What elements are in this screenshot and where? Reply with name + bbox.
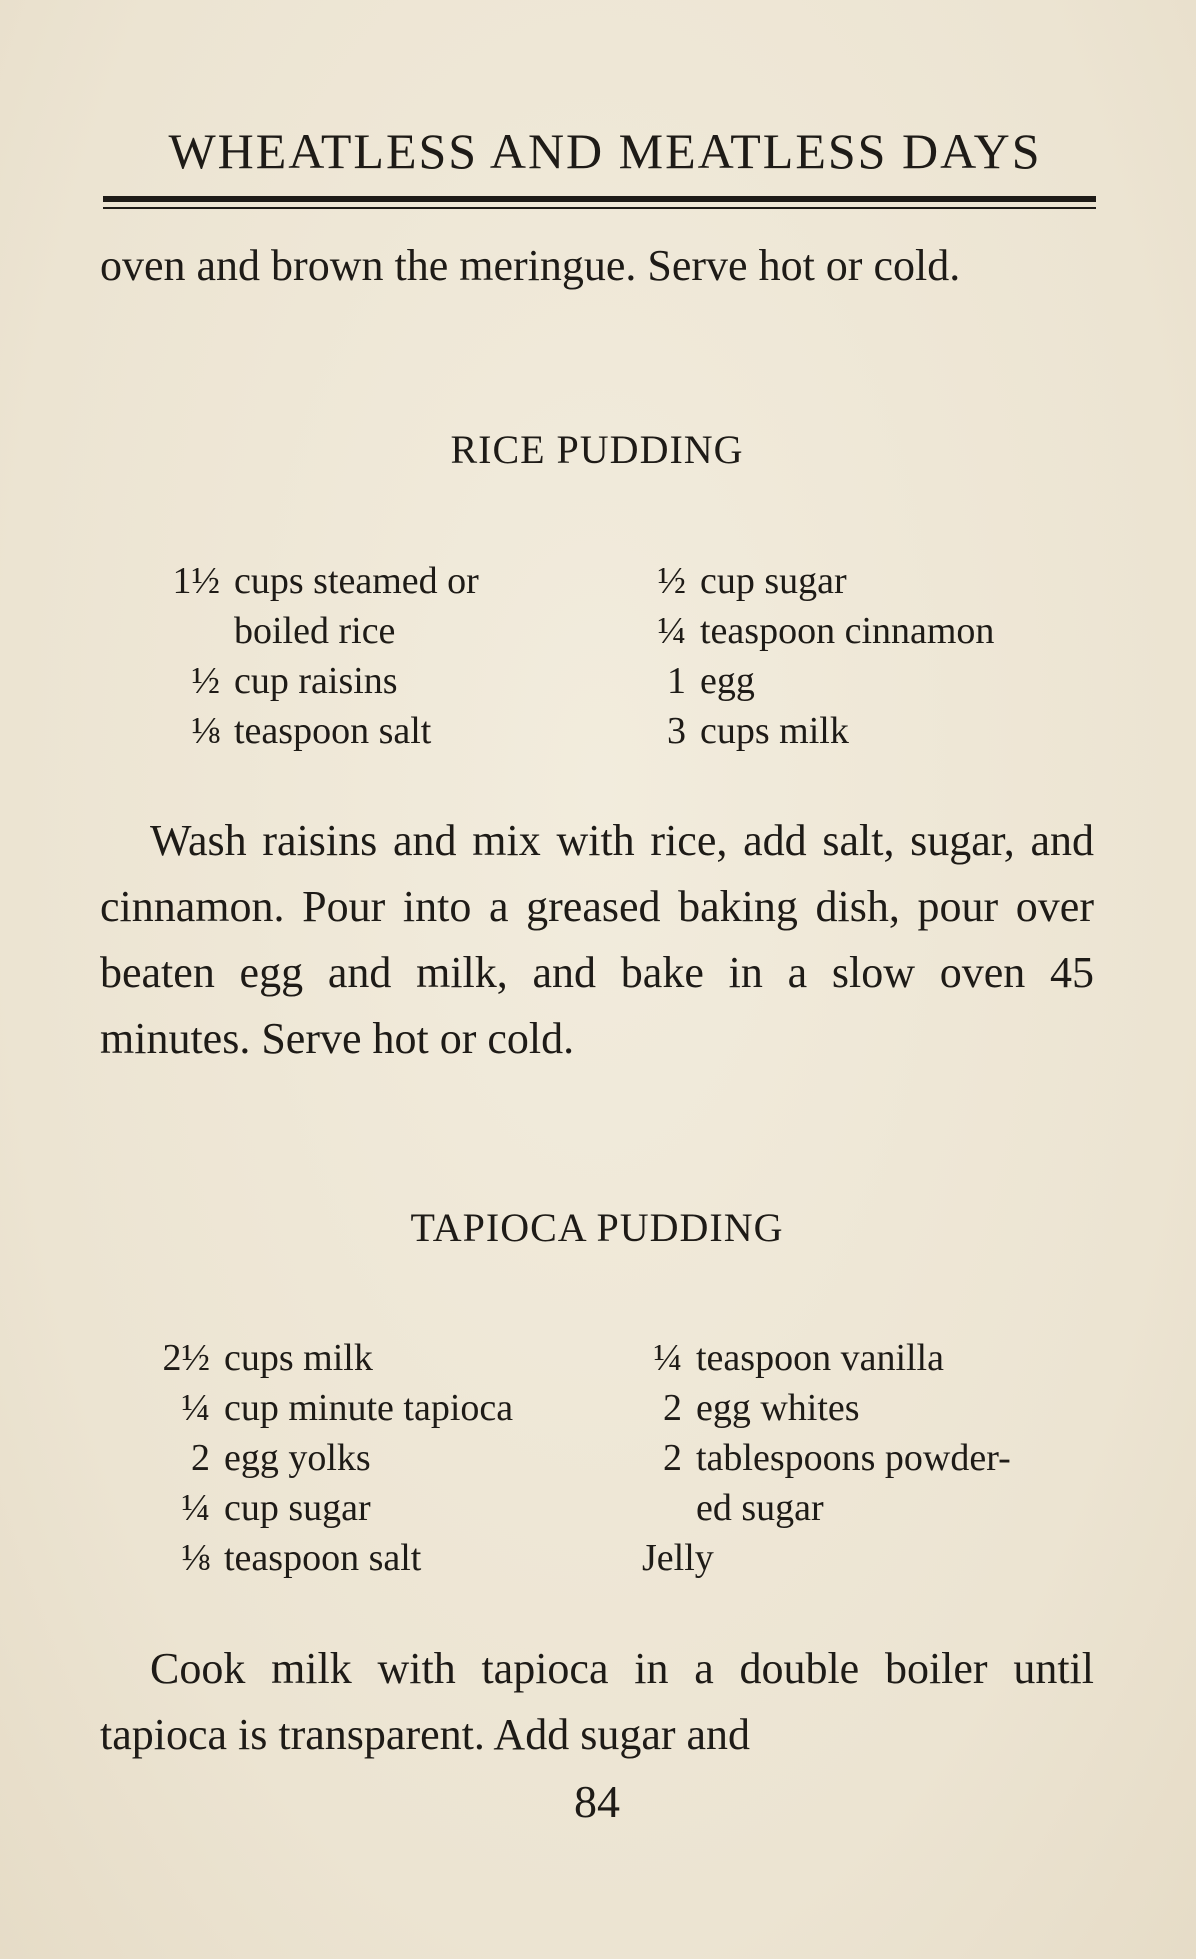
header-rule-thick	[103, 196, 1096, 202]
ingredient-item: cups steamed or	[234, 560, 479, 602]
ingredient-row	[138, 606, 479, 656]
ingredient-item: ed sugar	[696, 1487, 824, 1529]
ingredient-item: egg yolks	[224, 1437, 371, 1479]
ingredient-qty	[630, 1483, 682, 1533]
ingredient-item: cups milk	[224, 1337, 373, 1379]
ingredient-qty: 2	[663, 1437, 682, 1479]
ingredient-row	[630, 606, 994, 656]
ingredient-qty: ¼	[653, 1337, 682, 1379]
ingredient-row	[630, 1383, 1011, 1433]
ingredient-row	[630, 1483, 1011, 1533]
tapioca-method-text: Cook milk with tapioca in a double boiler until tapioca is transparent. Add sugar and	[100, 1644, 1094, 1759]
ingredient-qty: 3	[667, 710, 686, 752]
ingredient-qty: ¼	[181, 1487, 210, 1529]
ingredient-item: cup minute tapioca	[224, 1387, 514, 1429]
ingredient-item: cup sugar	[224, 1487, 371, 1529]
ingredient-row	[138, 706, 479, 756]
ingredient-item: teaspoon salt	[224, 1537, 422, 1579]
ingredient-row	[138, 1333, 513, 1383]
ingredient-row	[630, 656, 994, 706]
ingredient-row	[138, 1383, 513, 1433]
rice-pudding-title: RICE PUDDING	[450, 427, 744, 472]
ingredient-row	[138, 656, 479, 706]
ingredient-item: tablespoons powder-	[696, 1437, 1011, 1479]
tapioca-ingredients-right	[630, 1333, 1011, 1583]
ingredient-qty: ⅛	[181, 1537, 210, 1579]
ingredient-row	[630, 1533, 1011, 1583]
continued-paragraph	[100, 233, 1094, 299]
ingredient-item: cups milk	[700, 710, 849, 752]
ingredient-qty: ¼	[181, 1387, 210, 1429]
ingredient-row	[630, 706, 994, 756]
ingredient-qty: 2	[663, 1387, 682, 1429]
ingredient-item: egg whites	[696, 1387, 860, 1429]
ingredient-qty: ⅛	[191, 710, 220, 752]
running-head: WHEATLESS AND MEATLESS DAYS	[168, 123, 1042, 179]
ingredient-qty: 1	[667, 660, 686, 702]
ingredient-row	[138, 1483, 513, 1533]
ingredient-row	[630, 1433, 1011, 1483]
ingredient-row	[138, 1533, 513, 1583]
ingredient-item: cup raisins	[234, 660, 398, 702]
rice-method-paragraph	[100, 808, 1094, 1072]
ingredient-qty: 2	[191, 1437, 210, 1479]
header-rule-thin	[103, 207, 1096, 209]
ingredient-item: teaspoon cinnamon	[700, 610, 995, 652]
ingredient-qty: ½	[657, 560, 686, 602]
ingredient-row	[630, 556, 994, 606]
ingredient-item: Jelly	[642, 1537, 714, 1579]
rice-method-text: Wash raisins and mix with rice, add salt, sugar, and cinnamon. Pour into a greased baking dish, pour over beaten egg and milk, and bake in a slow oven 45 minutes. Serve hot or cold.	[100, 816, 1094, 1063]
page-number: 84	[574, 1776, 620, 1827]
ingredient-item: teaspoon salt	[234, 710, 432, 752]
tapioca-method-paragraph	[100, 1636, 1094, 1768]
ingredient-item: cup sugar	[700, 560, 847, 602]
ingredient-qty: ¼	[657, 610, 686, 652]
ingredient-item: boiled rice	[234, 610, 396, 652]
rice-ingredients-left	[138, 556, 479, 756]
tapioca-pudding-title: TAPIOCA PUDDING	[410, 1205, 784, 1250]
ingredient-item: egg	[700, 660, 755, 702]
ingredient-qty: ½	[191, 660, 220, 702]
ingredient-qty: 1½	[172, 560, 220, 602]
continued-text: oven and brown the meringue. Serve hot or cold.	[100, 241, 961, 290]
ingredient-item: teaspoon vanilla	[696, 1337, 944, 1379]
ingredient-row	[138, 1433, 513, 1483]
rice-ingredients-right	[630, 556, 994, 756]
ingredient-row	[630, 1333, 1011, 1383]
ingredient-qty	[138, 606, 220, 656]
ingredient-qty: 2½	[162, 1337, 210, 1379]
ingredient-row	[138, 556, 479, 606]
tapioca-ingredients-left	[138, 1333, 513, 1583]
